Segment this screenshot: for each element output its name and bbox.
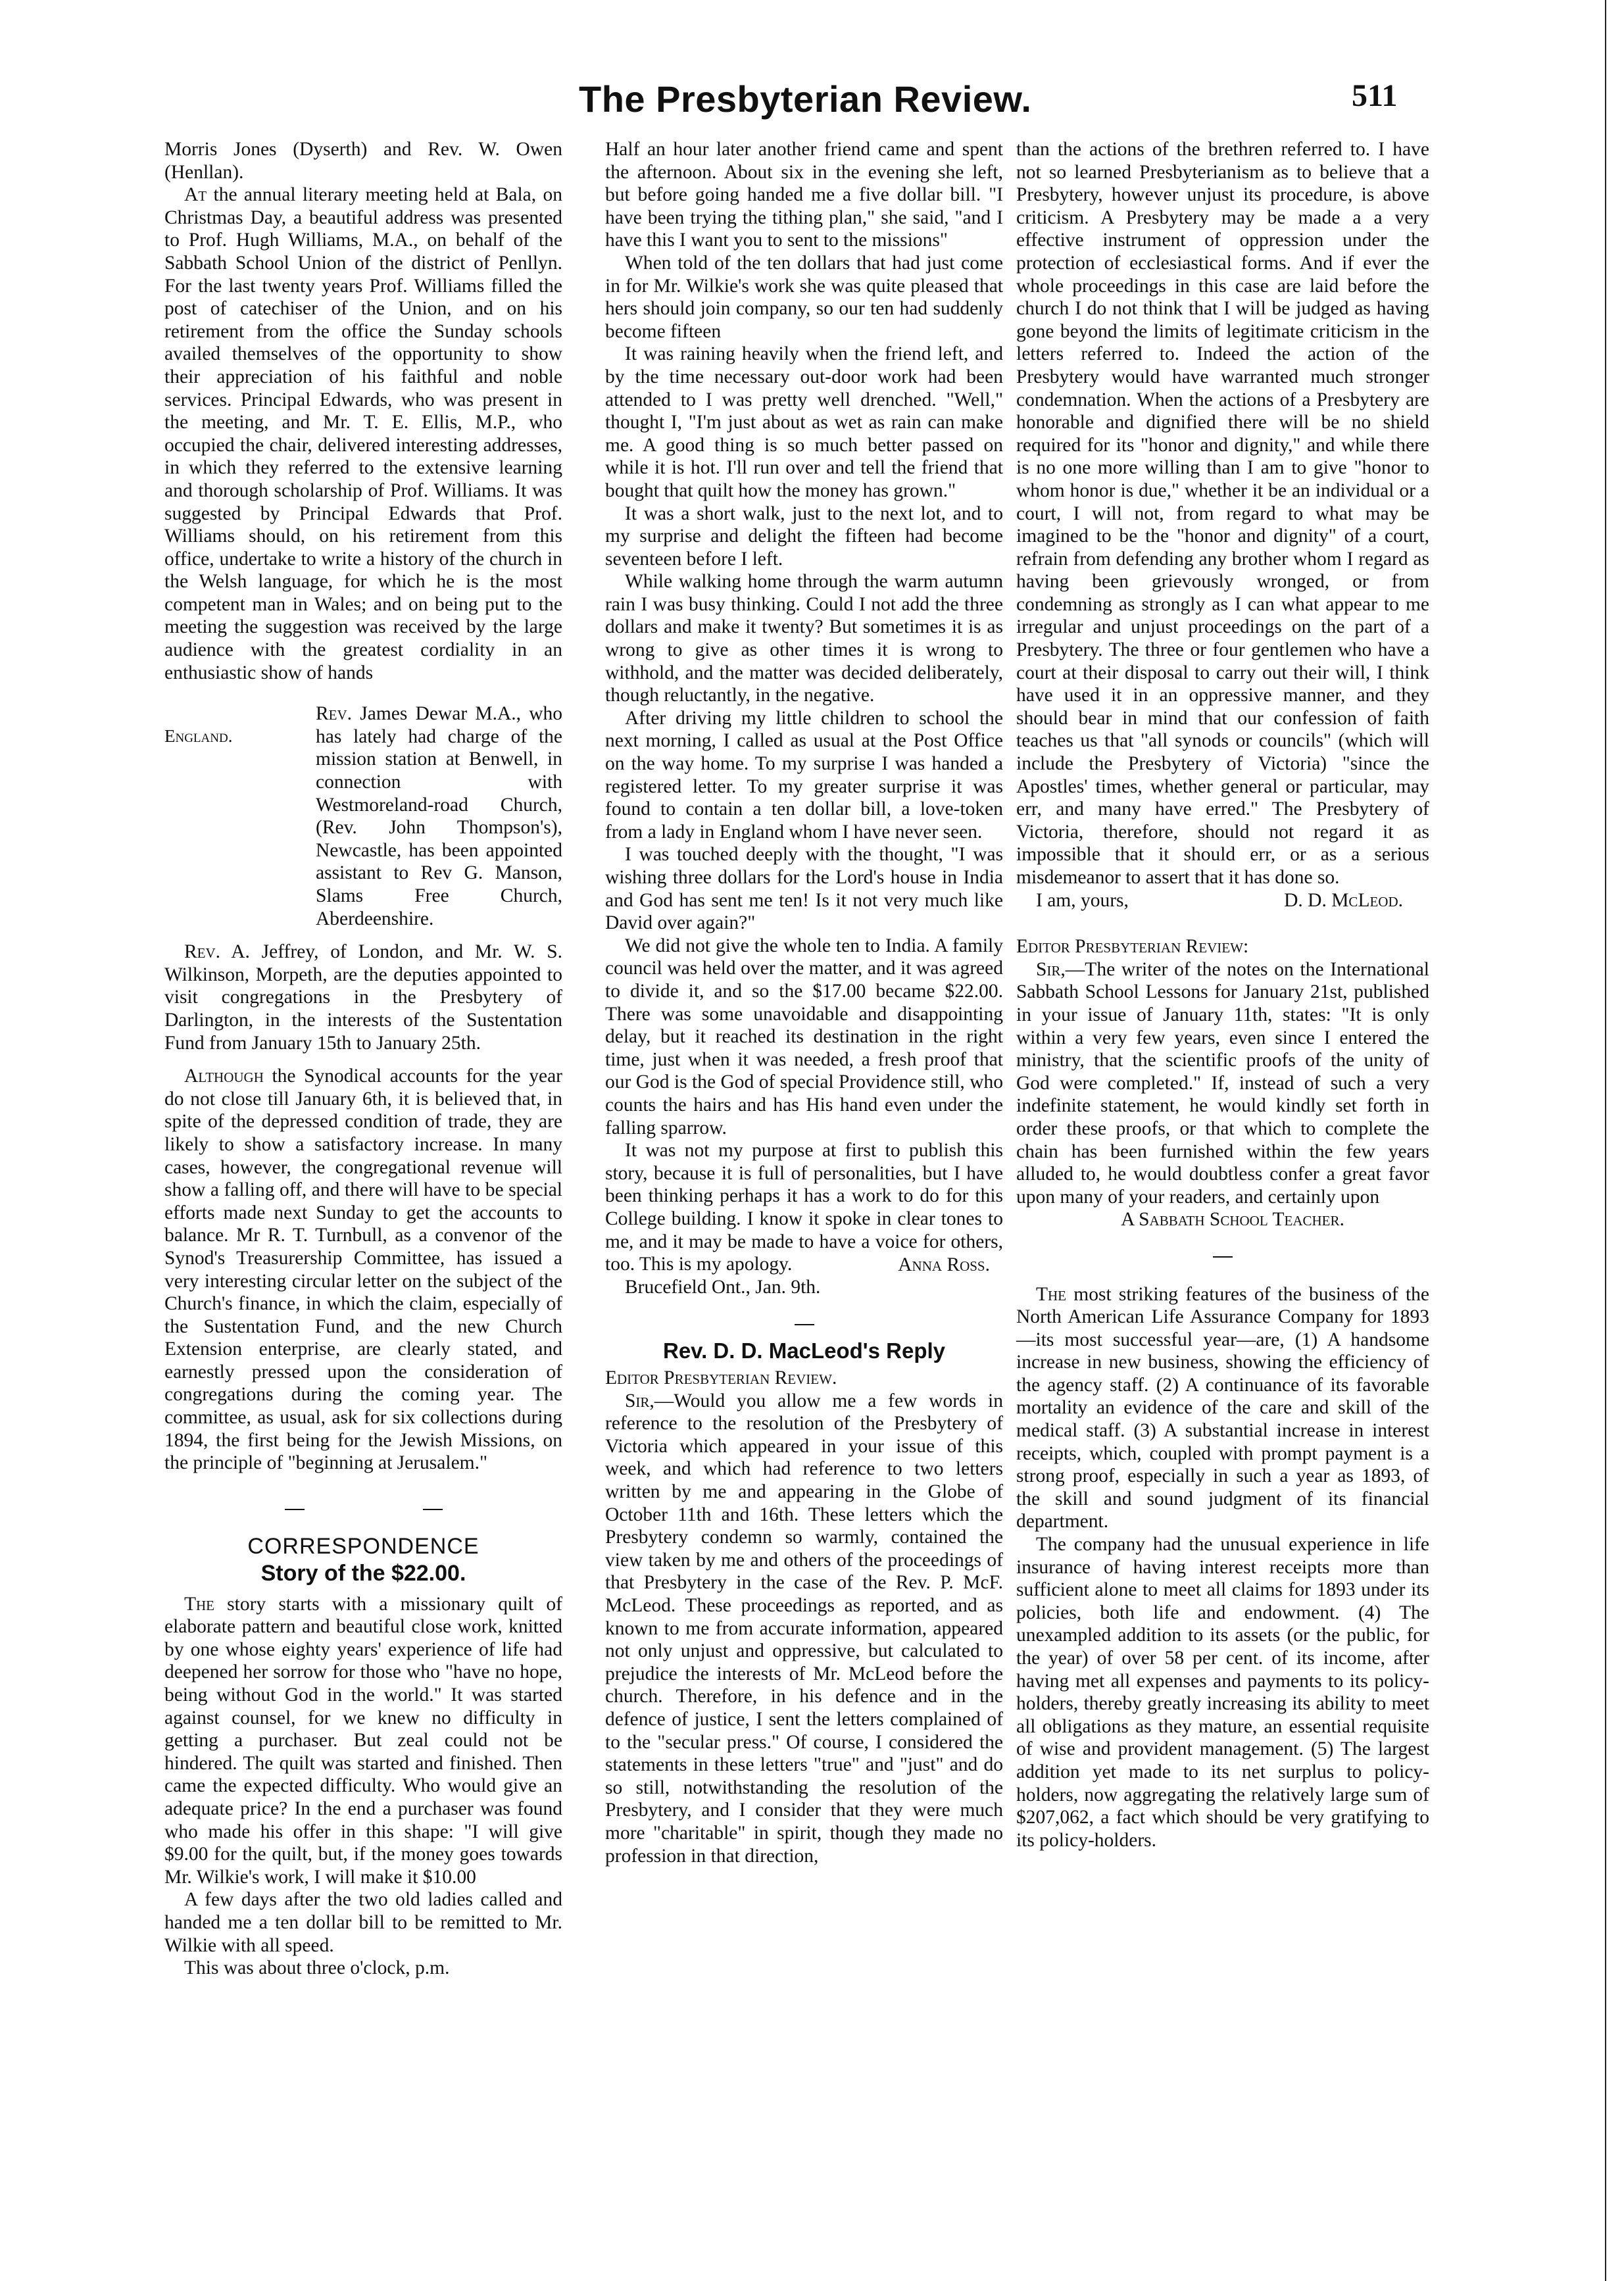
paragraph	[1016, 1283, 1429, 1534]
lead-word: Although	[184, 1066, 264, 1087]
paragraph: It was a short walk, just to the next lot, and to my surprise and delight the fifteen had become seventeen before I left.	[605, 503, 1003, 570]
section-separator	[1016, 1240, 1429, 1263]
lead-word: The	[184, 1593, 215, 1615]
page-number: 511	[1352, 78, 1398, 113]
correspondence-heading: CORRESPONDENCE	[247, 1534, 480, 1559]
paragraph-text: James Dewar M.A., who has lately had charge of the mission station at Benwell, in connection with Westmoreland-road Church, (Rev. John Thompson's), Newcastle, has been appointed assistant to Rev G. Manson, Slams Free Church, Aberdeenshire.	[316, 703, 562, 929]
signature: D. D. McLeod.	[1284, 889, 1403, 911]
paragraph	[296, 702, 562, 930]
reply-heading: Rev. D. D. MacLeod's Reply	[662, 1338, 946, 1363]
lead-word: Rev.	[316, 703, 353, 725]
paragraph: When told of the ten dollars that had just come in for Mr. Wilkie's work she was quite pleased that hers should join company, so our ten had suddenly become fifteen	[605, 252, 1003, 342]
paragraph: It was raining heavily when the friend left, and by the time necessary out-door work had been attended to I was pretty well drenched. "Well," thought I, "I'm just about as wet as rain can make me. A good thing is so much better passed on while it is hot. I'll run over and tell the friend that bought that quilt how the money has grown."	[605, 343, 1003, 501]
paragraph-text: the Synodical accounts for the year do not close till January 6th, it is believed that, in spite of the depressed condition of trade, they are likely to show a satisfactory increase. In many cases, however, the congregational revenue will show a falling off, and there will have to be special efforts made next Sunday to get the accounts to balance. Mr R. T. Turnbull, as a convenor of the Synod's Treasurership Committee, has issued a very interesting circular letter on the subject of the Church's finance, in which the claim, especially of the Sustentation Fund, and the new Church Extension enterprise, are clearly stated, and earnestly pressed upon the consideration of congregations during the coming year. The committee, as usual, ask for six collections during 1894, the first being for the Jewish Missions, on the principle of "beginning at Jerusalem."	[164, 1066, 562, 1474]
closing: I am, yours,	[1036, 889, 1129, 911]
page-header	[0, 0, 1624, 132]
paragraph: than the actions of the brethren referred to. I have not so learned Presbyterianism as to believe that a Presbytery, however unjust its procedure, is above criticism. A Presbytery may be made a a very effective instrument of oppression under the protection of ecclesiastical forms. And if ever the whole proceedings in this case are laid before the church I do not think that I will be judged as having gone beyond the limits of legitimate criticism in the letters referred to. Indeed the action of the Presbytery would have warranted much stronger condemnation. When the actions of a Presbytery are honorable and dignified there will be no shield required for its "honor and dignity," and while there is no one more willing than I am to give "honor to whom honor is due," whether it be an individual or a court, I will not, from regard to what may be imagined to be the "honor and dignity" of a court, refrain from defending any brother whom I regard as having been grievously wronged, or from condemning as strongly as I can what appear to me irregular and unjust proceedings on the part of a Presbytery. The three or four gentlemen who have a court at their disposal to carry out their will, I think have used it in an oppressive manner, and they should bear in mind that our confession of faith teaches us that "all synods or councils" (which will include the Presbytery of Victoria) "since the Apostles' times, whether general or particular, may err, and many have erred." The Presbytery of Victoria, therefore, should not regard it as impossible that it should err, or as a serious misdemeanor to assert that it has done so.	[1016, 139, 1429, 888]
paragraph: Morris Jones (Dyserth) and Rev. W. Owen (Henllan).	[164, 139, 562, 183]
editor-salutation: Editor Presbyterian Review:	[1016, 936, 1249, 958]
column-1	[164, 138, 562, 1980]
lead-word: Sir,	[1036, 958, 1066, 980]
paragraph: It was not my purpose at first to publish this story, because it is full of personalities, but I have been thinking perhaps it has a work to do for this College building. I know it spoke in clear tones to me, and it may be made to have a voice for others, too. This is my apology.	[605, 1140, 1003, 1275]
paragraph-text: —The writer of the notes on the International Sabbath School Lessons for January 21st, published in your issue of January 11th, states: "It is only within a very few years, even since I entered the ministry, that the scientific proofs of the unity of God were completed." If, instead of such a very indefinite statement, he would kindly set forth in order these proofs, or that which to complete the chain has been furnished within the few years alluded to, he would doubtless confer a great favor upon many of your readers, and certainly upon	[1016, 958, 1429, 1208]
lead-word: Sir,	[625, 1390, 654, 1411]
paragraph: After driving my little children to school the next morning, I called as usual at the Post Office on the way home. To my surprise I was handed a registered letter. To my greater surprise it was found to contain a ten dollar bill, a love-token from a lady in England whom I have never seen.	[605, 707, 1003, 843]
editor-salutation: Editor Presbyterian Review.	[605, 1367, 837, 1389]
lead-word: Rev.	[184, 941, 221, 963]
column-3	[1016, 138, 1429, 1852]
margin-label-england: England.	[164, 726, 233, 747]
paragraph-text: story starts with a missionary quilt of elaborate pattern and beautiful close work, knitted by one whose eighty years' experience of life had deepened her sorrow for those who "have no hope, being without God in the world." It was started against counsel, for we knew no difficulty in getting a purchaser. But zeal could not be hindered. The quilt was started and finished. Then came the expected difficulty. Who would give an adequate price? In the end a purchaser was found who made his offer in this shape: "I will give $9.00 for the quilt, but, if the money goes towards Mr. Wilkie's work, I will make it $10.00	[164, 1593, 563, 1888]
paragraph: The company had the unusual experience in life insurance of having interest receipts more than sufficient alone to meet all claims for 1893 under its policies, both life and endowment. (4) The unexampled addition to its assets (or the public, for the year) of over 58 per cent. of its income, after having met all expenses and payments to its policy-holders, thereby greatly increasing its ability to meet all obligations as they mature, an essential requisite of wise and provident management. (5) The largest addition yet made to its net surplus to policy-holders, now aggregating the relatively large sum of $207,062, a fact which should be very gratifying to its policy-holders.	[1016, 1534, 1429, 1851]
story-heading: Story of the $22.00.	[260, 1561, 466, 1586]
paragraph-text: most striking features of the business of the North American Life Assurance Company for 1893—its most successful year—are, (1) A handsome increase in new business, showing the efficiency of the agency staff. (2) A continuance of its favorable mortality an evidence of the care and skill of the medical staff. (3) A substantial increase in interest receipts, which, coupled with prompt payment is a strong proof, especially in such a year as 1893, of the skill and sound judgment of its financial department.	[1016, 1283, 1430, 1533]
paragraph	[164, 184, 562, 684]
paragraph: This was about three o'clock, p.m.	[184, 1957, 450, 1979]
signature: A Sabbath School Teacher.	[1121, 1209, 1344, 1231]
paragraph	[164, 1065, 562, 1475]
paragraph-text: —Would you allow me a few words in reference to the resolution of the Presbytery of Victoria which appeared in your issue of this week, and which had reference to two letters written by me and appearing in the Globe of October 11th and 16th. These letters which the Presbytery condemn so warmly, contained the view taken by me and others of the proceedings of that Presbytery in the case of the Rev. P. McF. McLeod. These proceedings as reported, and as known to me from accurate information, appeared not only unjust and oppressive, but calculated to prejudice the interests of Mr. McLeod before the church. Therefore, in his defence and in the defence of justice, I sent the letters complained of to the "secular press." Of course, I considered the statements in these letters "true" and "just" and do so still, notwithstanding the resolution of the Presbytery, and I consider that they were much more "charitable" in spirit, though they made no profession in that direction,	[605, 1390, 1003, 1867]
news-item-england	[164, 702, 562, 930]
paragraph-text: A. Jeffrey, of London, and Mr. W. S. Wilkinson, Morpeth, are the deputies appointed to visit congregations in the Presbytery of Darlington, in the interests of the Sustentation Fund from January 15th to January 25th.	[164, 941, 562, 1054]
lead-word: At	[184, 184, 207, 206]
paragraph: I was touched deeply with the thought, "I was wishing three dollars for the Lord's house in India and God has sent me ten! Is it not very much like David over again?"	[605, 844, 1003, 934]
signature: Anna Ross.	[898, 1254, 990, 1275]
paragraph	[164, 1593, 562, 1889]
column-2	[605, 138, 1003, 1867]
lead-word: The	[1036, 1283, 1067, 1305]
signature-line	[1016, 889, 1429, 912]
paragraph: A few days after the two old ladies called and handed me a ten dollar bill to be remitted to Mr. Wilkie with all speed.	[164, 1889, 562, 1956]
paragraph: We did not give the whole ten to India. A family council was held over the matter, and it was agreed to divide it, and so the $17.00 became $22.00. There was some unavoidable and disappointing delay, but it reached its destination in the right time, just when it was needed, a fresh proof that our God is the God of special Providence still, who counts the hairs and has His hand even under the falling sparrow.	[605, 935, 1003, 1139]
section-separator	[605, 1308, 1003, 1331]
paragraph-text: the annual literary meeting held at Bala, on Christmas Day, a beautiful address was presented to Prof. Hugh Williams, M.A., on behalf of the Sabbath School Union of the district of Penllyn. For the last twenty years Prof. Williams filled the post of catechiser of the Union, and on his retirement from the office the Sunday schools availed themselves of the opportunity to show their appreciation of his faithful and noble services. Principal Edwards, who was present in the meeting, and Mr. T. E. Ellis, M.P., who occupied the chair, delivered interesting addresses, in which they referred to the extensive learning and thorough scholarship of Prof. Williams. It was suggested by Principal Edwards that Prof. Williams should, on his retirement from this office, undertake to write a history of the church in the Welsh language, for which he is the most competent man in Wales; and on being put to the meeting the suggestion was received by the large audience with the greatest cordiality in an enthusiastic show of hands	[164, 184, 562, 683]
paragraph: While walking home through the warm autumn rain I was busy thinking. Could I not add the three dollars and make it twenty? But sometimes it is as wrong to give as other times it is wrong to withhold, and the matter was decided deliberately, though reluctantly, in the negative.	[605, 571, 1003, 706]
masthead: The Presbyterian Review.	[579, 78, 1032, 120]
paragraph	[1016, 958, 1429, 1209]
paragraph	[164, 941, 562, 1054]
section-separator	[164, 1493, 562, 1516]
paragraph	[605, 1390, 1003, 1867]
dateline: Brucefield Ont., Jan. 9th.	[625, 1277, 821, 1298]
paragraph: Half an hour later another friend came and spent the afternoon. About six in the evening she left, but before going handed me a five dollar bill. "I have been trying the tithing plan," she said, "and I have this I want you to sent to the missions"	[605, 139, 1003, 251]
page-edge-rule	[1605, 0, 1610, 2281]
